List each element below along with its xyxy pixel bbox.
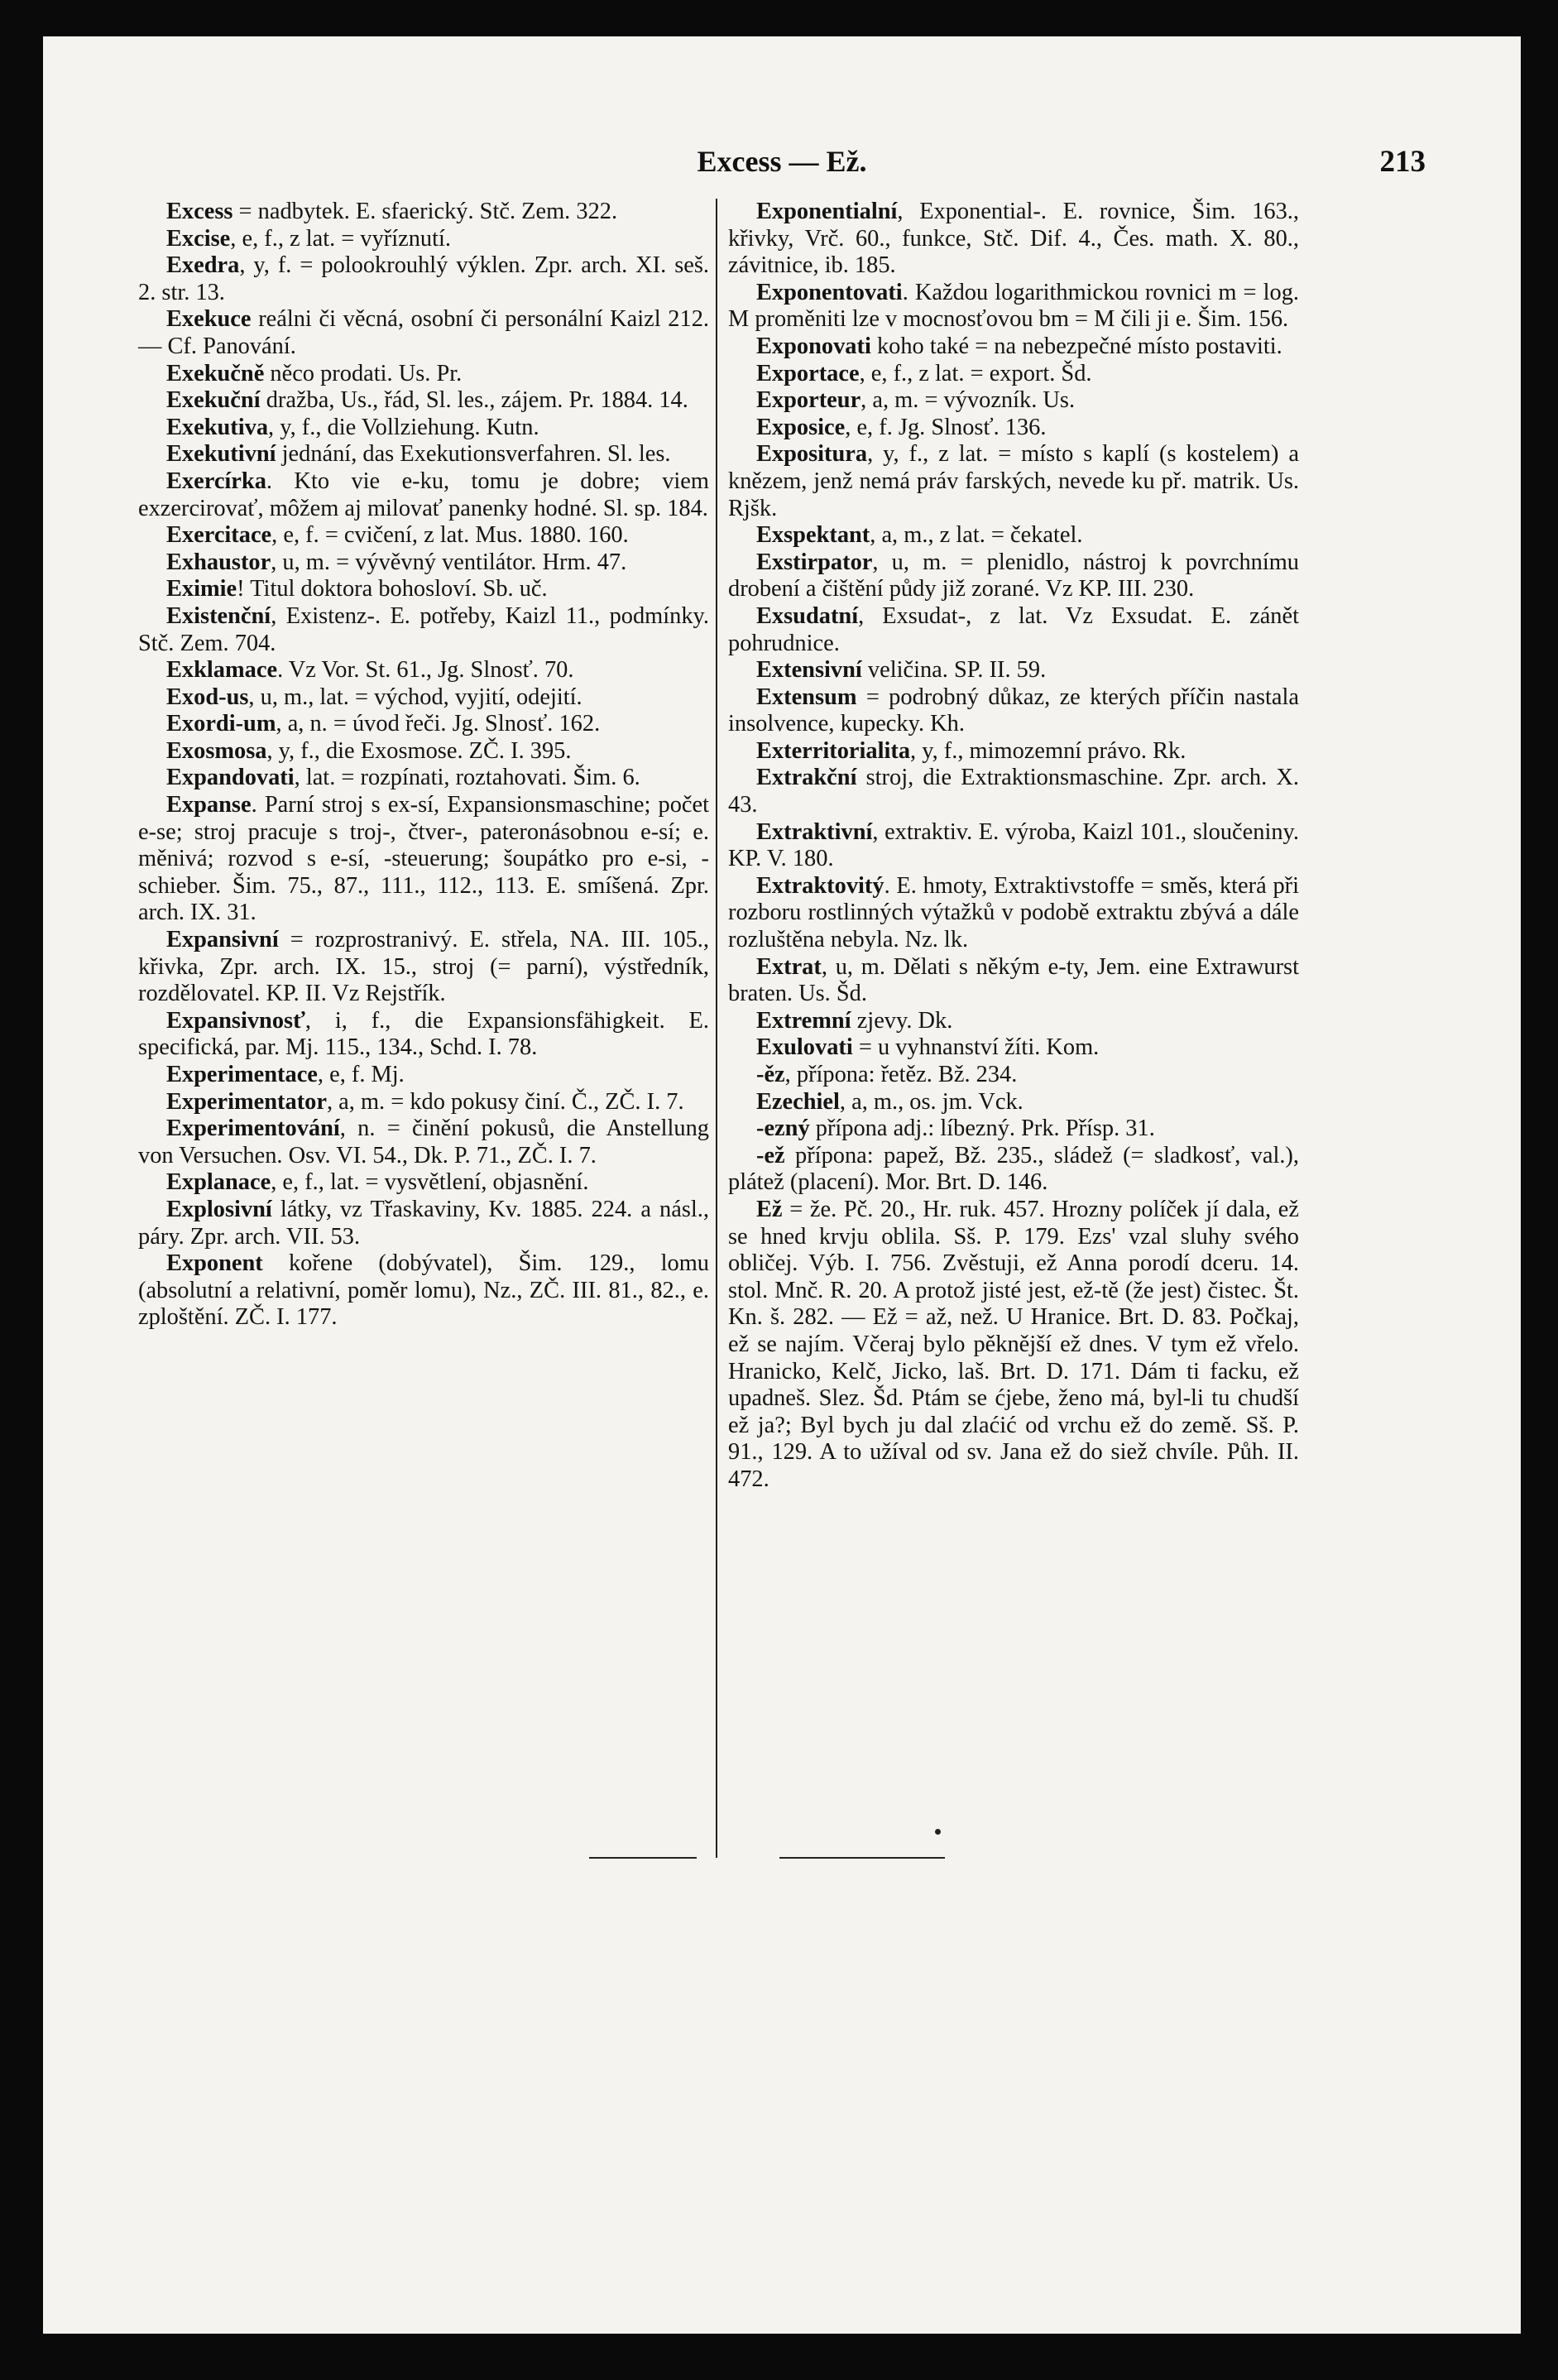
entry-definition: něco prodati. Us. Pr.	[264, 360, 463, 386]
entry-headword: Experimentování	[166, 1116, 340, 1142]
entry-headword: Exercírka	[166, 468, 266, 494]
entry-headword: Exulovati	[756, 1034, 853, 1061]
entry-headword: Extensum	[756, 684, 857, 710]
dictionary-entry	[138, 441, 709, 468]
entry-definition: , y, f., z lat. = místo s kaplí (s kostelem) a knězem, jenž nemá práv farských, nevede ku př. matrik. Us. Rjšk.	[728, 441, 1299, 521]
entry-definition: . Každou logarithmickou rovnici m = log. M proměniti lze v mocnosťovou bm = M čili ji e. Šim. 156.	[728, 279, 1299, 333]
dictionary-entry	[728, 657, 1299, 684]
right-column	[728, 199, 1299, 1494]
entry-definition: = že. Pč. 20., Hr. ruk. 457. Hrozny políček jí dala, ež se hned krvju oblila. Sš. P. 179. Ezs' vzal sluhy svého obličej. Výb. I. 756. Zvěstuji, ež Anna porodí dceru. 14. stol. Mnč. R. 20. A protož jisté jest, ež-tě (že jest) čistec. Št. Kn. š. 282. — Ež = až, než. U Hranice. Brt. D. 83. Počkaj, ež se najím. Včeraj bylo pěknější ež dnes. V tym ež vřelo. Hranicko, Kelč, Jicko, laš. Brt. D. 171. Dám ti facku, ež upadneš. Slez. Šd. Ptám se ćjebe, ženo má, byl-li tu chudší ež ja?; Byl bych ju dal zlaćić od vrchu ež do země. Sš. P. 91., 129. A to užíval od sv. Jana ež do siež chvíle. Půh. II. 472.	[728, 1196, 1299, 1492]
entry-headword: Exklamace	[166, 657, 278, 684]
entry-headword: Exponovati	[756, 333, 871, 359]
dictionary-entry	[728, 1062, 1299, 1089]
entry-headword: Exosmosa	[166, 737, 267, 764]
entry-headword: Exsudatní	[756, 602, 859, 629]
entry-headword: Expansivní	[166, 927, 279, 953]
entry-definition: kořene (dobývatel), Šim. 129., lomu (absolutní a relativní, poměr lomu), Nz., ZČ. III. 81., 82., e. zploštění. ZČ. I. 177.	[138, 1250, 709, 1331]
entry-definition: , e, f., lat. = vysvětlení, objasnění.	[271, 1169, 589, 1196]
dictionary-entry	[728, 954, 1299, 1008]
entry-definition: koho také = na nebezpečné místo postaviti.	[870, 333, 1282, 359]
dictionary-entry	[138, 306, 709, 360]
dictionary-entry	[728, 1197, 1299, 1494]
entry-definition: , y, f., mimozemní právo. Rk.	[910, 737, 1186, 764]
dictionary-entry	[728, 873, 1299, 954]
entry-definition: , a, m. = vývozník. Us.	[860, 387, 1076, 414]
entry-headword: Exposice	[756, 414, 846, 440]
entry-definition: . E. hmoty, Extraktivstoffe = směs, která při rozboru rostlinných výtažků v podobě extraktu zbývá a dále rozluštěna nebyla. Nz. lk.	[728, 872, 1299, 953]
dictionary-entry	[728, 1034, 1299, 1062]
entry-headword: Exekutivní	[166, 441, 276, 468]
entry-definition: , y, f. = polookrouhlý výklen. Zpr. arch. XI. seš. 2. str. 13.	[138, 252, 709, 305]
entry-definition: přípona: papež, Bž. 235., sládež (= sladkosť, val.), plátež (placení). Mor. Brt. D. 146.	[728, 1142, 1299, 1196]
dictionary-entry	[138, 711, 709, 738]
entry-definition: veličina. SP. II. 59.	[861, 657, 1047, 684]
dictionary-entry	[138, 927, 709, 1008]
dictionary-entry	[138, 603, 709, 657]
dictionary-entry	[728, 684, 1299, 738]
dictionary-entry	[728, 603, 1299, 657]
entry-definition: , y, f., die Exosmose. ZČ. I. 395.	[266, 737, 572, 764]
entry-headword: Expositura	[756, 441, 868, 468]
entry-headword: Eximie	[166, 576, 237, 602]
entry-definition: , přípona: řetěz. Bž. 234.	[784, 1062, 1018, 1087]
column-divider	[716, 199, 717, 1858]
entry-headword: Expansivnosť	[166, 1007, 305, 1034]
entry-definition: = nadbytek. E. sfaerický. Stč. Zem. 322.	[233, 199, 618, 224]
dictionary-entry	[728, 1116, 1299, 1143]
dictionary-entry	[728, 333, 1299, 361]
entry-headword: Extraktovitý	[756, 872, 884, 899]
dictionary-entry	[138, 549, 709, 577]
entry-headword: Extrat	[756, 953, 822, 980]
entry-definition: reálni či věcná, osobní či personální Kaizl 212. — Cf. Panování.	[138, 306, 709, 359]
dictionary-entry	[728, 280, 1299, 333]
dictionary-entry	[728, 522, 1299, 549]
dictionary-entry	[138, 1250, 709, 1332]
entry-definition: , e, f. Mj.	[317, 1062, 405, 1087]
entry-definition: přípona adj.: líbezný. Prk. Přísp. 31.	[809, 1116, 1155, 1142]
end-ornament-dot	[935, 1829, 941, 1835]
entry-headword: Extraktivní	[756, 818, 873, 845]
entry-definition: , u, m. = plenidlo, nástroj k povrchnímu drobení a čištění půdy již zorané. Vz KP. III. 230.	[728, 549, 1299, 602]
entry-definition: , u, m. = vývěvný ventilátor. Hrm. 47.	[271, 549, 627, 575]
entry-headword: Exedra	[166, 252, 240, 279]
entry-headword: Exod-us	[166, 684, 249, 710]
dictionary-entry	[728, 765, 1299, 818]
entry-definition: , a, m. = kdo pokusy činí. Č., ZČ. I. 7.	[326, 1088, 684, 1115]
dictionary-entry	[138, 199, 709, 226]
dictionary-entry	[138, 1062, 709, 1089]
entry-headword: -ěz	[756, 1062, 785, 1087]
entry-headword: Exstirpator	[756, 549, 873, 575]
entry-headword: Exponentovati	[756, 279, 903, 305]
dictionary-entry	[138, 1116, 709, 1169]
dictionary-entry	[138, 415, 709, 442]
entry-definition: látky, vz Třaskaviny, Kv. 1885. 224. a násl., páry. Zpr. arch. VII. 53.	[138, 1196, 709, 1250]
entry-headword: Extremní	[756, 1007, 851, 1034]
entry-definition: zjevy. Dk.	[851, 1007, 953, 1034]
dictionary-entry	[728, 387, 1299, 415]
entry-definition: , a, m., os. jm. Vck.	[839, 1088, 1023, 1115]
dictionary-entry	[728, 1089, 1299, 1116]
entry-headword: Excess	[166, 199, 233, 224]
entry-headword: Exekučně	[166, 360, 265, 386]
entry-headword: Exportace	[756, 360, 860, 386]
dictionary-page	[43, 36, 1521, 2334]
dictionary-entry	[728, 415, 1299, 442]
entry-headword: Exponent	[166, 1250, 263, 1277]
dictionary-entry	[138, 1169, 709, 1197]
dictionary-entry	[138, 252, 709, 306]
header-title: Excess — Ež.	[697, 145, 867, 178]
entry-headword: Explanace	[166, 1169, 271, 1196]
entry-definition: . Parní stroj s ex-sí, Expansionsmaschine; počet e-se; stroj pracuje s troj-, čtver-, pateronásobnou e-sí; e. měnivá; rozvod s e-sí, -steuerung; šoupátko pro e-si, -schieber. Šim. 75., 87., 111., 112., 113. E. smíšená. Zpr. arch. IX. 31.	[138, 792, 709, 926]
dictionary-entry	[138, 684, 709, 712]
dictionary-entry	[138, 576, 709, 603]
entry-headword: Existenční	[166, 602, 271, 629]
left-column	[138, 199, 709, 1332]
entry-headword: Exspektant	[756, 522, 870, 549]
entry-definition: , e, f. = cvičení, z lat. Mus. 1880. 160.	[271, 522, 629, 549]
dictionary-entry	[728, 549, 1299, 603]
dictionary-entry	[138, 1089, 709, 1116]
entry-definition: , a, n. = úvod řeči. Jg. Slnosť. 162.	[276, 711, 601, 737]
entry-definition: dražba, Us., řád, Sl. les., zájem. Pr. 1884. 14.	[260, 387, 688, 414]
entry-definition: , Existenz-. E. potřeby, Kaizl 11., podmínky. Stč. Zem. 704.	[138, 602, 709, 656]
end-rule-left	[589, 1857, 697, 1859]
entry-headword: Explosivní	[166, 1196, 272, 1222]
entry-headword: Expandovati	[166, 765, 295, 791]
entry-definition: , a, m., z lat. = čekatel.	[870, 522, 1083, 549]
entry-headword: Exponentialní	[756, 199, 898, 224]
dictionary-entry	[728, 361, 1299, 388]
entry-definition: , extraktiv. E. výroba, Kaizl 101., sloučeniny. KP. V. 180.	[728, 818, 1299, 872]
dictionary-entry	[138, 738, 709, 765]
entry-definition: , y, f., die Vollziehung. Kutn.	[268, 414, 539, 440]
entry-headword: Ezechiel	[756, 1088, 840, 1115]
entry-definition: . Vz Vor. St. 61., Jg. Slnosť. 70.	[277, 657, 574, 684]
entry-definition: stroj, die Extraktionsmaschine. Zpr. arch. X. 43.	[728, 765, 1299, 818]
dictionary-entry	[728, 738, 1299, 765]
entry-definition: , i, f., die Expansionsfähigkeit. E. specifická, par. Mj. 115., 134., Schd. I. 78.	[138, 1007, 709, 1061]
dictionary-entry	[138, 792, 709, 927]
dictionary-entry	[138, 1197, 709, 1250]
dictionary-entry	[138, 1008, 709, 1062]
end-rule-right	[779, 1857, 945, 1859]
entry-headword: Expanse	[166, 792, 252, 818]
entry-headword: Experimentator	[166, 1088, 327, 1115]
entry-headword: Exterritorialita	[756, 737, 911, 764]
entry-definition: , n. = činění pokusů, die Anstellung von Versuchen. Osv. VI. 54., Dk. P. 71., ZČ. I. 7.	[138, 1116, 709, 1168]
running-header	[43, 132, 1521, 182]
dictionary-entry	[138, 522, 709, 549]
entry-headword: Exhaustor	[166, 549, 271, 575]
entry-definition: . Kto vie e-ku, tomu je dobre; viem exzercirovať, môžem aj milovať panenky hodné. Sl. sp. 184.	[138, 468, 709, 521]
entry-definition: ! Titul doktora bohosloví. Sb. uč.	[237, 576, 548, 602]
dictionary-entry	[138, 765, 709, 792]
entry-headword: Exporteur	[756, 387, 861, 414]
entry-headword: -ež	[756, 1142, 785, 1168]
entry-headword: Excise	[166, 225, 231, 252]
entry-headword: Extrakční	[756, 765, 857, 791]
dictionary-entry	[138, 657, 709, 684]
entry-headword: -ezný	[756, 1116, 810, 1142]
entry-headword: Exercitace	[166, 522, 272, 549]
entry-definition: jednání, das Exekutionsverfahren. Sl. les.	[276, 441, 671, 468]
dictionary-entry	[728, 441, 1299, 522]
entry-definition: , e, f. Jg. Slnosť. 136.	[845, 414, 1047, 440]
entry-definition: , e, f., z lat. = export. Šd.	[859, 360, 1092, 386]
entry-headword: Exekuční	[166, 387, 261, 414]
entry-definition: , Exponential-. E. rovnice, Šim. 163., křivky, Vrč. 60., funkce, Stč. Dif. 4., Čes. math. X. 80., závitnice, ib. 185.	[728, 199, 1299, 279]
dictionary-entry	[728, 1008, 1299, 1035]
dictionary-entry	[728, 1143, 1299, 1197]
entry-definition: , e, f., z lat. = vyříznutí.	[230, 225, 451, 252]
page-number: 213	[1379, 145, 1426, 179]
dictionary-entry	[138, 361, 709, 388]
dictionary-entry	[728, 819, 1299, 873]
entry-headword: Exekutiva	[166, 414, 269, 440]
entry-definition: , Exsudat-, z lat. Vz Exsudat. E. zánět pohrudnice.	[728, 602, 1299, 656]
entry-headword: Experimentace	[166, 1062, 318, 1087]
entry-definition: = u vyhnanství žíti. Kom.	[852, 1034, 1100, 1061]
dictionary-entry	[138, 468, 709, 522]
entry-definition: , lat. = rozpínati, roztahovati. Šim. 6.	[294, 765, 640, 791]
entry-definition: = podrobný důkaz, ze kterých příčin nastala insolvence, kupecky. Kh.	[728, 684, 1299, 737]
entry-definition: , u, m., lat. = východ, vyjití, odejití.	[248, 684, 582, 710]
entry-definition: , u, m. Dělati s někým e-ty, Jem. eine Extrawurst braten. Us. Šd.	[728, 953, 1299, 1007]
entry-headword: Exordi-um	[166, 711, 276, 737]
entry-headword: Exekuce	[166, 306, 252, 333]
entry-headword: Extensivní	[756, 657, 862, 684]
dictionary-entry	[138, 387, 709, 415]
dictionary-entry	[138, 226, 709, 253]
entry-definition: = rozprostranivý. E. střela, NA. III. 105., křivka, Zpr. arch. IX. 15., stroj (= parní), výstředník, rozdělovatel. KP. II. Vz Rejstřík.	[138, 927, 709, 1007]
dictionary-entry	[728, 199, 1299, 280]
entry-headword: Ež	[756, 1196, 783, 1222]
